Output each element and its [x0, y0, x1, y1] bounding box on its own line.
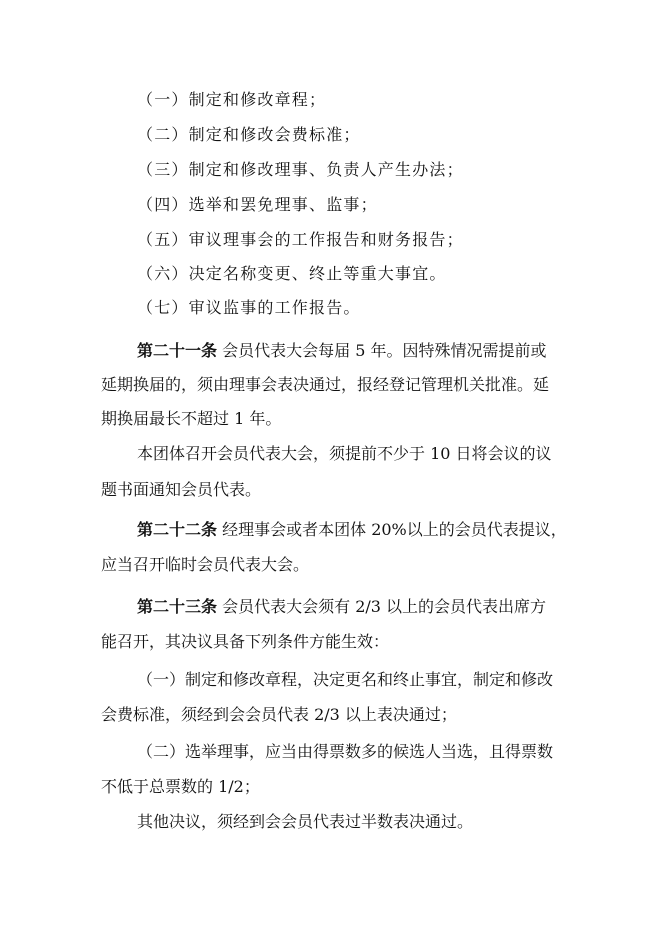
list-item: （六）决定名称变更、终止等重大事宜。	[137, 264, 447, 283]
article-21-line-3: 期换届最长不超过 1 年。	[101, 409, 282, 428]
article-23-other: 其他决议，须经到会会员代表过半数表决通过。	[137, 812, 474, 831]
article-23-text: 会员代表大会须有 2/3 以上的会员代表出席方	[222, 597, 547, 616]
list-item: （七）审议监事的工作报告。	[137, 298, 361, 317]
article-22-line-2: 应当召开临时会员代表大会。	[101, 555, 310, 574]
article-21-line-2: 延期换届的，须由理事会表决通过，报经登记管理机关批准。延	[101, 375, 550, 394]
list-item: （一）制定和修改章程；	[137, 90, 327, 109]
article-21-title: 第二十一条	[137, 341, 218, 360]
article-22-text: 经理事会或者本团体 20%以上的会员代表提议，	[222, 520, 567, 539]
article-23-title: 第二十三条	[137, 597, 218, 616]
article-21-para-2-line-2: 题书面通知会员代表。	[101, 480, 262, 499]
article-23-line-1	[137, 597, 546, 617]
article-22-line-1	[137, 520, 567, 540]
list-item: （四）选举和罢免理事、监事；	[137, 195, 378, 214]
article-23-item-2-line-2: 不低于总票数的 1/2；	[101, 777, 260, 796]
list-item: （二）制定和修改会费标准；	[137, 125, 361, 144]
article-21-line-1	[137, 341, 546, 361]
article-23-item-2-line-1: （二）选举理事，应当由得票数多的候选人当选，且得票数	[137, 742, 554, 761]
article-21-text: 会员代表大会每届 5 年。因特殊情况需提前或	[222, 341, 547, 360]
article-23-item-1-line-1: （一）制定和修改章程，决定更名和终止事宜，制定和修改	[137, 670, 554, 689]
list-item: （三）制定和修改理事、负责人产生办法；	[137, 160, 464, 179]
article-23-item-1-line-2: 会费标准，须经到会会员代表 2/3 以上表决通过；	[101, 705, 457, 724]
list-item: （五）审议理事会的工作报告和财务报告；	[137, 230, 464, 249]
article-21-para-2-line-1: 本团体召开会员代表大会，须提前不少于 10 日将会议的议	[137, 444, 552, 463]
article-23-line-2: 能召开，其决议具备下列条件方能生效：	[101, 632, 390, 651]
article-22-title: 第二十二条	[137, 520, 218, 539]
